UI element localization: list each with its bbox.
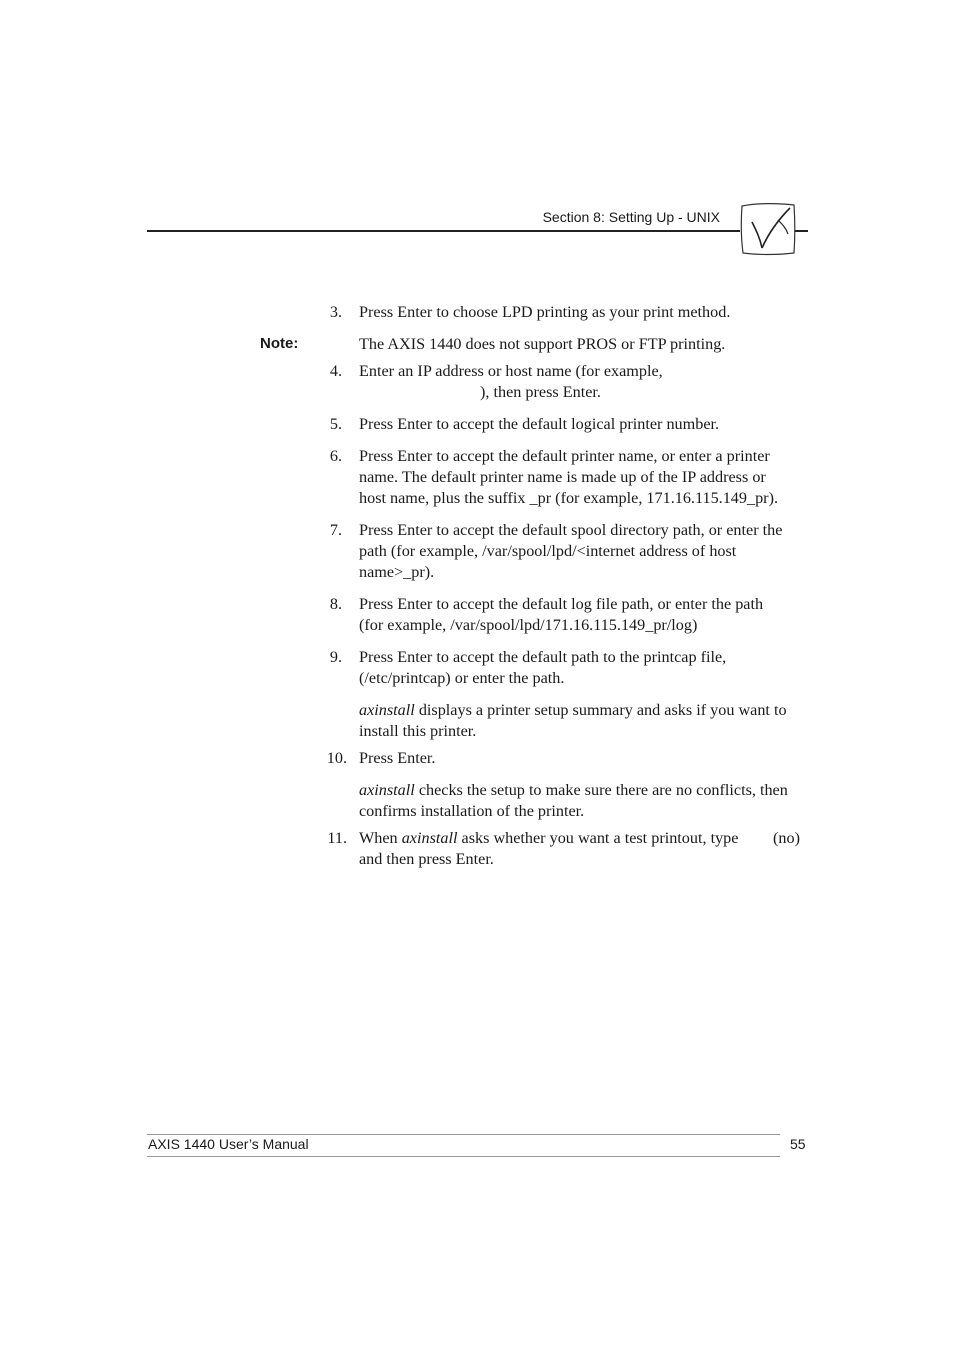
command-name: axinstall bbox=[401, 829, 458, 847]
step-text-cont: name. The default printer name is made up of the IP address or bbox=[359, 468, 766, 486]
note-label: Note: bbox=[260, 335, 299, 352]
step-number: 3. bbox=[329, 303, 342, 321]
page-number: 55 bbox=[790, 1136, 806, 1152]
step-text-tail: (no) bbox=[773, 829, 800, 847]
step-text-cont: (/etc/printcap) or enter the path. bbox=[359, 669, 565, 687]
footer-rule-top bbox=[147, 1134, 780, 1135]
step-number: 9. bbox=[329, 648, 342, 666]
step-text-cont: ), then press Enter. bbox=[480, 383, 601, 401]
result-paragraph: axinstall checks the setup to make sure there are no conflicts, then bbox=[359, 781, 788, 799]
result-paragraph: axinstall displays a printer setup summary and asks if you want to bbox=[359, 701, 787, 719]
header-rule bbox=[147, 230, 740, 232]
step-number: 8. bbox=[329, 595, 342, 613]
step-text-cont: host name, plus the suffix _pr (for example, 171.16.115.149_pr). bbox=[359, 489, 779, 507]
step-text-cont: (for example, /var/spool/lpd/171.16.115.149_pr/log) bbox=[359, 616, 698, 634]
step-text: Press Enter. bbox=[359, 749, 436, 767]
command-name: axinstall bbox=[359, 781, 415, 799]
step-text: Press Enter to accept the default path to the printcap file, bbox=[359, 648, 727, 666]
step-text-cont: name>_pr). bbox=[359, 563, 435, 581]
step-text: Press Enter to accept the default logical printer number. bbox=[359, 415, 720, 433]
result-paragraph-cont: confirms installation of the printer. bbox=[359, 802, 585, 820]
step-number: 10. bbox=[326, 749, 347, 767]
step-text: Press Enter to choose LPD printing as your print method. bbox=[359, 303, 731, 321]
unix-chapter-icon bbox=[738, 200, 798, 256]
step-text: Press Enter to accept the default log file path, or enter the path bbox=[359, 595, 764, 613]
step-number: 7. bbox=[329, 521, 342, 539]
footer-rule-bottom bbox=[147, 1156, 780, 1157]
step-number: 4. bbox=[329, 362, 342, 380]
step-number: 11. bbox=[327, 829, 347, 847]
step-text-cont: and then press Enter. bbox=[359, 850, 494, 868]
command-name: axinstall bbox=[359, 701, 415, 719]
step-text: Press Enter to accept the default spool directory path, or enter the bbox=[359, 521, 783, 539]
step-number: 6. bbox=[329, 447, 342, 465]
step-text: Enter an IP address or host name (for example, bbox=[359, 362, 663, 380]
step-text: Press Enter to accept the default printer name, or enter a printer bbox=[359, 447, 770, 465]
step-number: 5. bbox=[329, 415, 342, 433]
note-text: The AXIS 1440 does not support PROS or FTP printing. bbox=[359, 335, 726, 353]
step-text: When axinstall asks whether you want a test printout, type bbox=[359, 829, 739, 847]
footer-title: AXIS 1440 User’s Manual bbox=[148, 1136, 309, 1152]
result-paragraph-cont: install this printer. bbox=[359, 722, 477, 740]
running-header: Section 8: Setting Up - UNIX bbox=[542, 209, 720, 225]
step-text-cont: path (for example, /var/spool/lpd/<internet address of host bbox=[359, 542, 737, 560]
